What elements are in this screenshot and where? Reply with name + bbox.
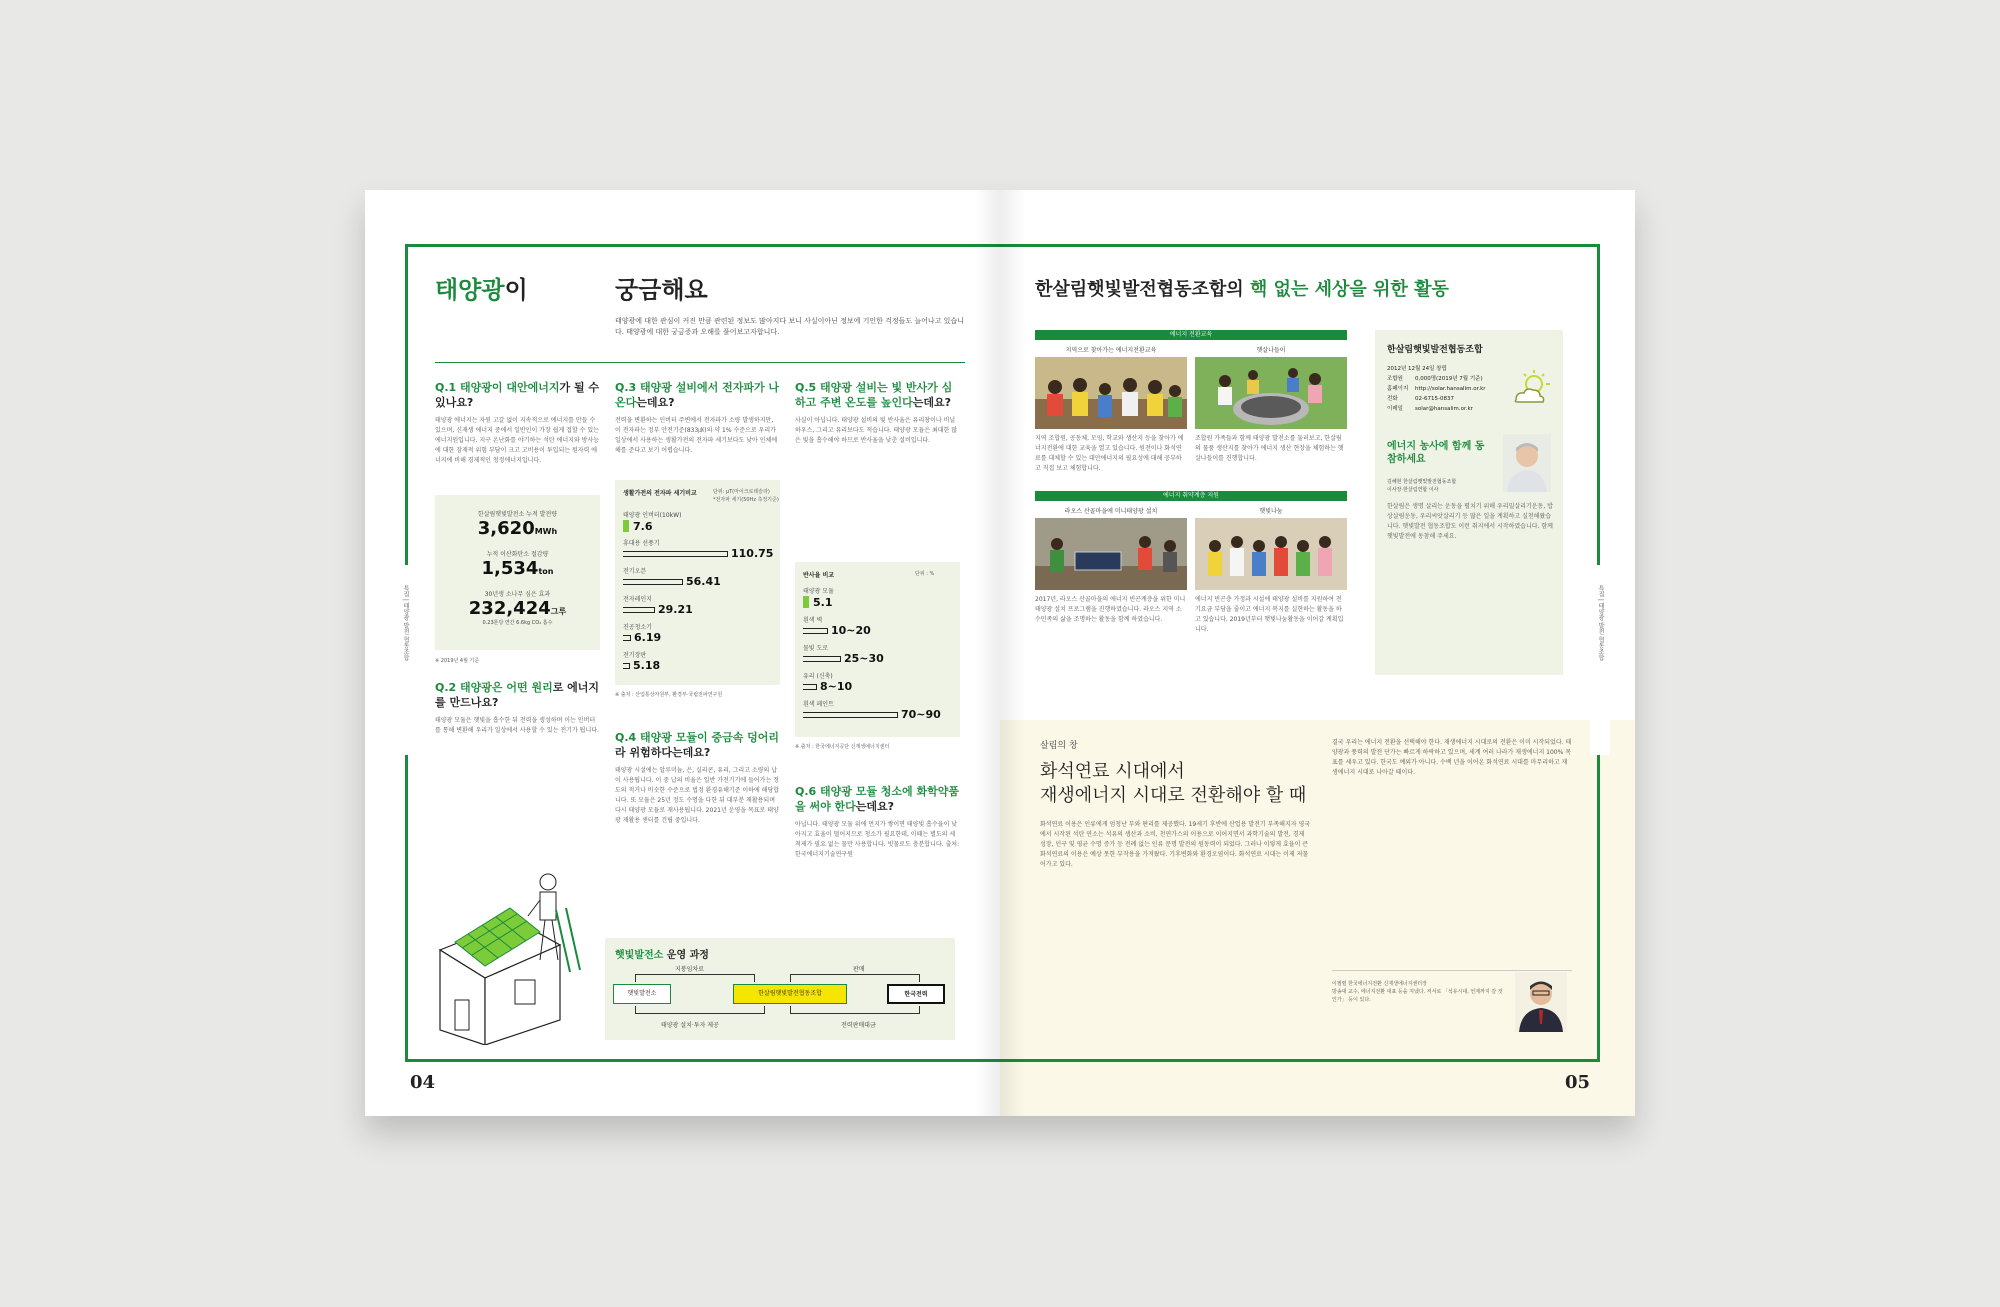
reflect-label-1: 흰색 벽: [803, 617, 823, 624]
photo-laos-install: [1035, 518, 1187, 590]
emf-bar-1: [623, 551, 728, 557]
left-side-tab: 특집 | 태양광 발전 협동조합: [402, 585, 409, 661]
reflect-chart-panel: [795, 562, 960, 737]
emf-bar-0: [623, 520, 629, 532]
emf-bar-2: [623, 579, 683, 585]
emf-label-4: 진공청소기: [623, 624, 652, 631]
photo-body-3: 2017년, 라오스 산골마을의 에너지 빈곤계층을 위한 미니태양광 설치 프로그램을 진행하였습니다. 라오스 지역 소수민족의 삶을 조명하는 활동을 함께 하였습니다.: [1035, 596, 1186, 623]
reflect-value-2: 25~30: [844, 652, 884, 665]
right-page-title: 한살림햇빛발전협동조합의 핵 없는 세상을 위한 활동: [1035, 279, 1449, 300]
photo-body-1: 지역 조합원, 공동체, 모임, 학교와 생산지 등을 찾아가 에너지전환에 대한 교육을 열고 있습니다. 원전이나 화석연료를 대체할 수 있는 대안에너지의 필요성에 대해 공부하고 직접 보고 체험합니다.: [1035, 435, 1184, 472]
flow-panel: [605, 938, 955, 1040]
reflect-value-1: 10~20: [831, 624, 871, 637]
photo-caption-3: 라오스 산골마을에 미니태양광 설치: [1064, 508, 1158, 515]
stat-note-3: 0.23톤당 연간 6.6kg CO₂ 흡수: [482, 620, 553, 626]
reflect-bar-4: [803, 712, 898, 718]
photo-body-2: 조합원 가족들과 함께 태양광 발전소를 둘러보고, 한살림의 물품 생산지를 찾아가 에너지 생산 현장을 체험하는 햇살나들이를 진행합니다.: [1195, 435, 1344, 462]
column-author: 이필렬 한국에너지전환 신재생에너지센터장 방송대 교수, 에너지전환 대표 등을 지냈다. 저서로 「석유시대, 언제까지 갈 것인가」 등이 있다.: [1332, 981, 1503, 1003]
reflect-chart-title: 반사율 비교: [803, 572, 835, 579]
reflect-chart-unit: 단위 : %: [915, 571, 935, 577]
invite-body: 한살림은 생명 살리는 운동을 펼치기 위해 우리밀살리기운동, 밥상살림운동, 우리씨앗살리기 등 많은 일을 계획하고 실천해왔습니다. 햇빛발전 협동조합도 이런 취지에서 시작하였습니다. 함께 햇빛발전에 동참해 주세요.: [1387, 503, 1553, 540]
q1-block: [435, 380, 600, 476]
portrait-lee: [1515, 972, 1567, 1032]
q2-heading: Q.2 태양광은 어떤 원리로 에너지를 만드나요?: [435, 681, 600, 709]
photo-body-4: 에너지 빈곤층 가정과 시설에 태양광 설비를 지원하여 전기요금 부담을 줄이고 에너지 복지를 실현하는 활동을 하고 있습니다. 2019년부터 햇빛나눔활동을 이어갈 계획입니다.: [1195, 596, 1344, 633]
invite-subtitle: 김혜현 한살림햇빛발전협동조합 이사장·한살림연합 이사: [1387, 479, 1457, 493]
photo-sunshine-outing: [1195, 357, 1347, 429]
q2-block: [435, 680, 600, 756]
photo-caption-1: 지역으로 찾아가는 에너지전환교육: [1065, 347, 1157, 354]
reflect-value-0: 5.1: [813, 596, 833, 609]
reflect-value-3: 8~10: [820, 680, 853, 693]
column-body-1: 화석연료 이용은 인류에게 엄청난 부와 편리를 제공했다. 19세기 후반에 산업용 발전기 부족해지자 영국에서 시작된 석탄 연소는 석유의 생산과 소비, 천연가스의 이용으로 이어지면서 과학기술의 발전, 경제 성장, 인구 및 평균 수명 증가 등 전례 없는 인류 문명 발전의 원동력이 되었다. 그러나 이렇게 효율이 큰 화석연료의 이용은 예상 못한 부작용을 가져왔다. 기후변화와 환경오염이다. 화석연료 시대는 이제 저물어가고 있다.: [1040, 821, 1311, 868]
emf-label-2: 전기오븐: [623, 568, 647, 575]
reflect-bar-0: [803, 596, 809, 608]
flow-node-kepco: 한국전력: [887, 984, 945, 1004]
photo-sunshine-sharing: [1195, 518, 1347, 590]
flow-bottom-label: 태양광 설치·투자 제공: [661, 1022, 719, 1029]
column-title: 화석연료 시대에서 재생에너지 시대로 전환해야 할 때: [1040, 761, 1307, 806]
flow-line-bottom-right: [790, 1006, 920, 1014]
stat-label-3: 30년생 소나무 심은 효과: [484, 591, 551, 598]
info-row-2: 홈페이지 http://solar.hansalim.or.kr: [1387, 386, 1486, 392]
q5-heading: Q.5 태양광 설비는 빛 반사가 심하고 주변 온도를 높인다는데요?: [795, 381, 953, 409]
reflect-chart-source: ※ 출처 : 한국에너지공단 신재생에너지센터: [795, 744, 890, 750]
reflect-label-0: 태양광 모듈: [803, 588, 834, 595]
reflect-label-4: 흰색 페인트: [803, 701, 834, 708]
stats-panel: [435, 495, 600, 650]
q3-heading: Q.3 태양광 설비에서 전자파가 나온다는데요?: [615, 381, 780, 409]
reflect-bar-3: [803, 684, 817, 690]
coop-info-rows: [1387, 364, 1497, 414]
column-author-divider: [1332, 970, 1572, 971]
q6-body: 아닙니다. 태양광 모듈 위에 먼지가 쌓이면 태양빛 흡수율이 낮아지고 효율이 떨어지므로 청소가 필요한데, 이때는 별도의 세척제가 필요 없는 물만 사용합니다. 빗물로도 충분합니다. 출처: 한국에너지기술연구원: [795, 821, 960, 858]
flow-node-plant: 햇빛발전소: [613, 984, 671, 1004]
coop-info-panel: [1375, 330, 1563, 675]
spine-shadow: [975, 190, 1025, 1116]
stats-note: ※ 2019년 4월 기준: [435, 658, 480, 664]
emf-value-3: 29.21: [658, 603, 693, 616]
stat-value-3: 232,424그루: [468, 598, 567, 619]
emf-chart-source: ※ 출처 : 산업통상자원부, 환경부·국립전파연구원: [615, 692, 723, 698]
column-label: 살림의 창: [1040, 741, 1078, 751]
page-title-left: 태양광이: [435, 276, 528, 304]
photo-caption-2: 햇살나들이: [1256, 347, 1286, 354]
emf-label-0: 태양광 인버터(10kW): [623, 512, 682, 519]
intro-text: 태양광에 대한 관심이 커진 만큼 관련된 정보도 많아지다 보니 사실이아닌 정보에 기인한 걱정들도 늘어나고 있습니다. 태양광에 대한 궁금증과 오해를 풀어보고자합니다.: [615, 317, 964, 336]
emf-bar-4: [623, 635, 631, 641]
q4-block: [615, 730, 780, 886]
reflect-bar-1: [803, 628, 828, 634]
emf-chart-panel: [615, 480, 780, 685]
q5-body: 사실이 아닙니다. 태양광 설비의 빛 반사율은 유리창이나 비닐하우스, 그리고 유리보다도 적습니다. 태양광 모듈은 최대한 많은 빛을 흡수해야 하므로 반사율을 낮춘 설비입니다.: [795, 417, 958, 444]
coop-info-title: 한살림햇빛발전협동조합: [1387, 345, 1483, 355]
page-title-right: 궁금해요: [615, 276, 708, 304]
q1-heading: Q.1 태양광이 대안에너지가 될 수 있나요?: [435, 381, 600, 409]
q1-body: 태양광 에너지는 자원 고갈 없이 지속적으로 에너지를 만들 수 있으며, 신재생 에너지 중에서 일반인이 가장 쉽게 접할 수 있는 에너지원입니다. 지구 온난화를 야기하는 석탄 에너지와 방사능에 대한 잠재적 위험 부담이 크고 고비용이 투입되는 원자력 에너지에 비해 경제적인 청정에너지입니다.: [435, 417, 600, 464]
info-row-0: 2012년 12월 24일 창립: [1387, 366, 1447, 372]
emf-bar-3: [623, 607, 655, 613]
emf-value-1: 110.75: [731, 547, 774, 560]
section-energy-education: 에너지 전환교육: [1035, 330, 1347, 340]
q3-body: 전력을 변환하는 인버터 주변에서 전자파가 소량 발생하지만, 이 전자파는 정부 안전기준(833㎼)의 약 1% 수준으로 우리가 일상에서 사용하는 생활가전의 전자파 세기보다도 낮아 인체에 해를 준다고 보기 어렵습니다.: [615, 417, 778, 454]
sun-cloud-icon: [1510, 368, 1554, 408]
stat-label-2: 누적 이산화탄소 절감량: [486, 551, 549, 558]
stat-value-2: 1,534ton: [481, 558, 554, 579]
q2-body: 태양광 모듈은 햇빛을 흡수한 뒤 전력을 생성하며 이는 인버터를 통해 변환해 우리가 일상에서 사용할 수 있는 전기가 됩니다.: [435, 717, 599, 734]
emf-value-5: 5.18: [633, 659, 661, 672]
page-number-left: 04: [410, 1072, 436, 1093]
flow-top-label: 지붕임차료: [675, 966, 704, 973]
emf-value-4: 6.19: [634, 631, 662, 644]
left-page: [365, 190, 1000, 1116]
flow-bottom-right-label: 전력판매대금: [841, 1022, 876, 1029]
flow-node-coop: 한살림햇빛발전협동조합: [733, 984, 847, 1004]
q6-heading: Q.6 태양광 모듈 청소에 화학약품을 써야 한다는데요?: [795, 785, 960, 813]
section-energy-support: 에너지 취약계층 지원: [1035, 491, 1347, 501]
house-solar-illustration: [420, 860, 585, 1045]
info-row-1: 조합원 0,000명(2019년 7월 기준): [1387, 376, 1483, 382]
intro-divider: [435, 362, 965, 363]
page-number-right: 05: [1565, 1072, 1591, 1093]
emf-chart-unit2: *전자파 세기(50Hz 측정기준): [713, 497, 779, 503]
emf-label-1: 휴대용 선풍기: [623, 540, 660, 547]
flow-top-right-label: 판매: [853, 966, 865, 973]
column-body-2: 결국 우리는 에너지 전환을 선택해야 한다. 재생에너지 시대로의 전환은 이미 시작되었다. 태양광과 풍력의 발전 단가는 빠르게 하락하고 있으며, 세계 여러 나라가 재생에너지 100% 목표를 세우고 있다. 한국도 예외가 아니다. 수백 년을 이어온 화석연료 시대를 마무리하고 재생에너지 시대로 나아갈 때이다.: [1332, 739, 1572, 776]
q4-body: 태양광 시설에는 알루미늄, 은, 실리콘, 유리, 그리고 소량의 납이 사용됩니다. 이 중 납의 비율은 일반 가전기기에 들어가는 정도의 적거나 비슷한 수준으로 법정 환경유해기준 이하에 해당합니다. 또 모듈은 25년 정도 수명을 다한 뒤 대부분 재활용되며 다시 태양광 모듈로 재사용됩니다. 2021년 운영을 목표로 태양광 재활용 센터를 건립 중입니다.: [615, 767, 780, 824]
right-side-tab: 특집 | 태양광 발전 협동조합: [1597, 585, 1604, 661]
right-page: [1000, 190, 1635, 1116]
photo-energy-education: [1035, 357, 1187, 429]
flow-line-top: [635, 974, 755, 982]
stat-value-1: 3,620MWh: [477, 518, 558, 539]
q6-block: [795, 784, 960, 890]
stat-label-1: 한살림햇빛발전소 누적 발전량: [477, 511, 558, 518]
info-row-3: 전화 02-6715-0837: [1387, 396, 1454, 402]
q5-block: [795, 380, 960, 556]
flow-title: 햇빛발전소 운영 과정: [615, 950, 709, 961]
reflect-label-3: 유리 (신축): [803, 673, 833, 680]
reflect-bar-2: [803, 656, 841, 662]
emf-chart-unit: 단위: μT(마이크로테슬라): [713, 489, 770, 495]
emf-value-0: 7.6: [633, 520, 653, 533]
info-row-4: 이메일 solar@hansalim.or.kr: [1387, 406, 1473, 412]
emf-value-2: 56.41: [686, 575, 721, 588]
flow-line-top-right: [790, 974, 920, 982]
emf-bar-5: [623, 663, 630, 669]
flow-line-bottom: [635, 1006, 765, 1014]
emf-label-3: 전자레인지: [623, 596, 652, 603]
q3-block: [615, 380, 780, 476]
invite-title: 에너지 농사에 함께 동참하세요: [1387, 441, 1485, 465]
reflect-value-4: 70~90: [901, 708, 941, 721]
portrait-kim: [1503, 434, 1551, 492]
photo-caption-4: 햇빛나눔: [1259, 508, 1283, 515]
emf-label-5: 전기장판: [623, 652, 647, 659]
q4-heading: Q.4 태양광 모듈이 중금속 덩어리라 위험하다는데요?: [615, 731, 780, 759]
reflect-label-2: 물빛 도로: [803, 645, 829, 652]
emf-chart-title: 생활가전의 전자파 세기비교: [623, 490, 697, 497]
